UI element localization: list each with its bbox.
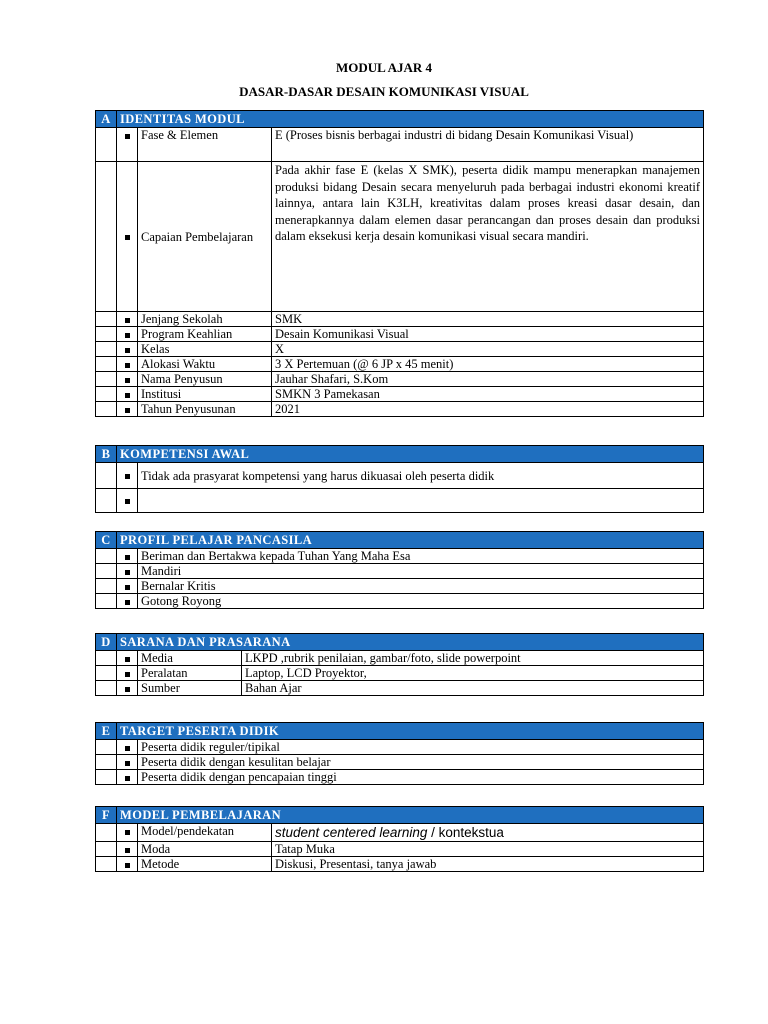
row-label: Moda [138, 842, 272, 857]
bullet-icon [125, 499, 130, 504]
section-letter: B [96, 446, 117, 463]
row-label: Program Keahlian [138, 327, 272, 342]
bullet-icon [125, 585, 130, 590]
section-profil-pelajar-pancasila [95, 531, 704, 609]
document-subtitle: DASAR-DASAR DESAIN KOMUNIKASI VISUAL [239, 84, 529, 99]
bullet-icon [125, 761, 130, 766]
row-value: 2021 [272, 402, 704, 417]
value-italic: student centered learning [275, 825, 428, 840]
row-label: Fase & Elemen [138, 128, 272, 162]
section-letter: E [96, 723, 117, 740]
bullet-icon [125, 830, 130, 835]
section-sarana-prasarana [95, 633, 704, 696]
row-value: X [272, 342, 704, 357]
section-heading: IDENTITAS MODUL [117, 111, 704, 128]
section-letter: F [96, 807, 117, 824]
row-label: Jenjang Sekolah [138, 312, 272, 327]
bullet-icon [125, 600, 130, 605]
row-value: LKPD ,rubrik penilaian, gambar/foto, slide powerpoint [242, 651, 704, 666]
section-heading: TARGET PESERTA DIDIK [117, 723, 704, 740]
bullet-icon [125, 848, 130, 853]
bullet-icon [125, 363, 130, 368]
list-item [138, 489, 704, 513]
row-label: Sumber [138, 681, 242, 696]
row-label: Tahun Penyusunan [138, 402, 272, 417]
list-item: Peserta didik dengan kesulitan belajar [138, 755, 704, 770]
bullet-icon [125, 776, 130, 781]
row-label: Model/pendekatan [138, 824, 272, 842]
list-item: Beriman dan Bertakwa kepada Tuhan Yang Maha Esa [138, 549, 704, 564]
row-label: Kelas [138, 342, 272, 357]
row-value: Tatap Muka [272, 842, 704, 857]
list-item: Peserta didik reguler/tipikal [138, 740, 704, 755]
row-value: Desain Komunikasi Visual [272, 327, 704, 342]
list-item: Tidak ada prasyarat kompetensi yang harus dikuasai oleh peserta didik [138, 463, 704, 489]
list-item: Bernalar Kritis [138, 579, 704, 594]
row-value: Pada akhir fase E (kelas X SMK), peserta didik mampu menerapkan manajemen produksi bidang Desain secara menyeluruh pada berbagai industri ekonomi kreatif lainnya, antara lain K3LH, kreativitas dalam proses kreasi dasar desain, dan menerapkannya dalam elemen dasar perancangan dan proses desain dan produksi dalam eksekusi kerja desain komunikasi visual secara mandiri. [272, 162, 704, 312]
section-identitas-modul [95, 110, 704, 417]
list-item: Mandiri [138, 564, 704, 579]
bullet-icon [125, 687, 130, 692]
bullet-icon [125, 408, 130, 413]
row-value: E (Proses bisnis berbagai industri di bidang Desain Komunikasi Visual) [272, 128, 704, 162]
row-value: Diskusi, Presentasi, tanya jawab [272, 857, 704, 872]
section-letter: A [96, 111, 117, 128]
bullet-icon [125, 555, 130, 560]
value-rest: / kontekstua [427, 825, 504, 840]
bullet-icon [125, 863, 130, 868]
section-letter: C [96, 532, 117, 549]
list-item: Peserta didik dengan pencapaian tinggi [138, 770, 704, 785]
row-label: Nama Penyusun [138, 372, 272, 387]
row-value: SMK [272, 312, 704, 327]
row-label: Capaian Pembelajaran [138, 162, 272, 312]
row-value: SMKN 3 Pamekasan [272, 387, 704, 402]
row-value: Laptop, LCD Proyektor, [242, 666, 704, 681]
row-label: Institusi [138, 387, 272, 402]
row-label: Media [138, 651, 242, 666]
row-label: Metode [138, 857, 272, 872]
row-label: Peralatan [138, 666, 242, 681]
row-value: Bahan Ajar [242, 681, 704, 696]
list-item: Gotong Royong [138, 594, 704, 609]
bullet-icon [125, 474, 130, 479]
bullet-icon [125, 318, 130, 323]
bullet-icon [125, 746, 130, 751]
bullet-icon [125, 348, 130, 353]
bullet-icon [125, 235, 130, 240]
bullet-icon [125, 378, 130, 383]
section-heading: MODEL PEMBELAJARAN [117, 807, 704, 824]
row-value: Jauhar Shafari, S.Kom [272, 372, 704, 387]
section-heading: KOMPETENSI AWAL [117, 446, 704, 463]
document-title: MODUL AJAR 4 [335, 60, 433, 75]
bullet-icon [125, 657, 130, 662]
section-letter: D [96, 634, 117, 651]
row-value: 3 X Pertemuan (@ 6 JP x 45 menit) [272, 357, 704, 372]
bullet-icon [125, 134, 130, 139]
section-heading: SARANA DAN PRASARANA [117, 634, 704, 651]
section-model-pembelajaran [95, 806, 704, 872]
section-target-peserta-didik [95, 722, 704, 785]
bullet-icon [125, 672, 130, 677]
row-label: Alokasi Waktu [138, 357, 272, 372]
section-heading: PROFIL PELAJAR PANCASILA [117, 532, 704, 549]
bullet-icon [125, 333, 130, 338]
bullet-icon [125, 570, 130, 575]
bullet-icon [125, 393, 130, 398]
row-value [272, 824, 704, 842]
section-kompetensi-awal [95, 445, 704, 513]
